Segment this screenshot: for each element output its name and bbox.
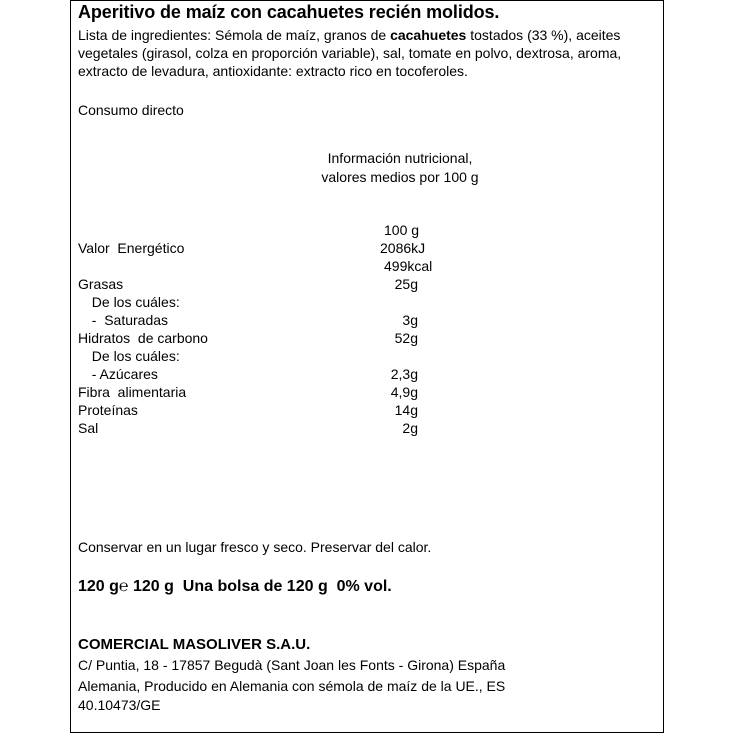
nutrition-header-line1: Información nutricional, [327,150,473,166]
nutrition-label: Grasas [78,276,124,292]
company-name: COMERCIAL MASOLIVER S.A.U. [78,636,311,653]
ingredients-suffix: tostados (33 %), aceites vegetales (girasol, colza en proporción variable), sal, tomate en polvo, dextrosa, aroma, extracto de levadura, antioxidante: extracto rico en tocoferoles. [78,27,622,79]
storage-instructions: Conservar en un lugar fresco y seco. Preservar del calor. [78,539,432,555]
nutrition-label: - Azúcares [84,366,158,382]
nutrition-value: 4,9g [390,384,418,400]
company-address: C/ Puntia, 18 - 17857 Begudà (Sant Joan les Fonts - Girona) España [78,657,506,673]
net-quantity: 120 g [78,578,119,595]
origin-line-1: Alemania, Producido en Alemania con sémola de maíz de la UE., ES [78,678,506,694]
quantity-line [78,578,392,596]
nutrition-label: Proteínas [78,402,138,418]
nutrition-label: Hidratos de carbono [78,330,208,346]
nutrition-value: 499kcal [384,258,433,274]
quantity-details: 120 g Una bolsa de 120 g 0% vol. [128,578,392,595]
nutrition-header-line2: valores medios por 100 g [321,169,479,185]
nutrition-value: 25g [394,276,418,292]
usage-text: Consumo directo [78,102,184,118]
ingredients-prefix: Lista de ingredientes: Sémola de maíz, granos de [78,27,391,43]
nutrition-label: Sal [78,420,99,436]
origin-line-2: 40.10473/GE [78,697,161,713]
estimated-sign-icon: ℮ [118,578,129,595]
nutrition-label: De los cuáles: [84,348,180,364]
nutrition-label: Valor Energético [78,240,185,256]
product-title: Aperitivo de maíz con cacahuetes recién molidos. [78,2,500,22]
nutrition-value: 2,3g [390,366,418,382]
nutrition-value: 2g [402,420,418,436]
nutrition-column-header: 100 g [384,222,420,238]
nutrition-value: 52g [394,330,418,346]
nutrition-value: 3g [402,312,418,328]
nutrition-value: 14g [394,402,418,418]
nutrition-label: - Saturadas [84,312,169,328]
nutrition-label: De los cuáles: [84,294,180,310]
ingredients-list [78,26,648,80]
nutrition-label: Fibra alimentaria [78,384,187,400]
ingredients-allergen: cacahuetes [390,27,467,43]
nutrition-value: 2086kJ [380,240,426,256]
